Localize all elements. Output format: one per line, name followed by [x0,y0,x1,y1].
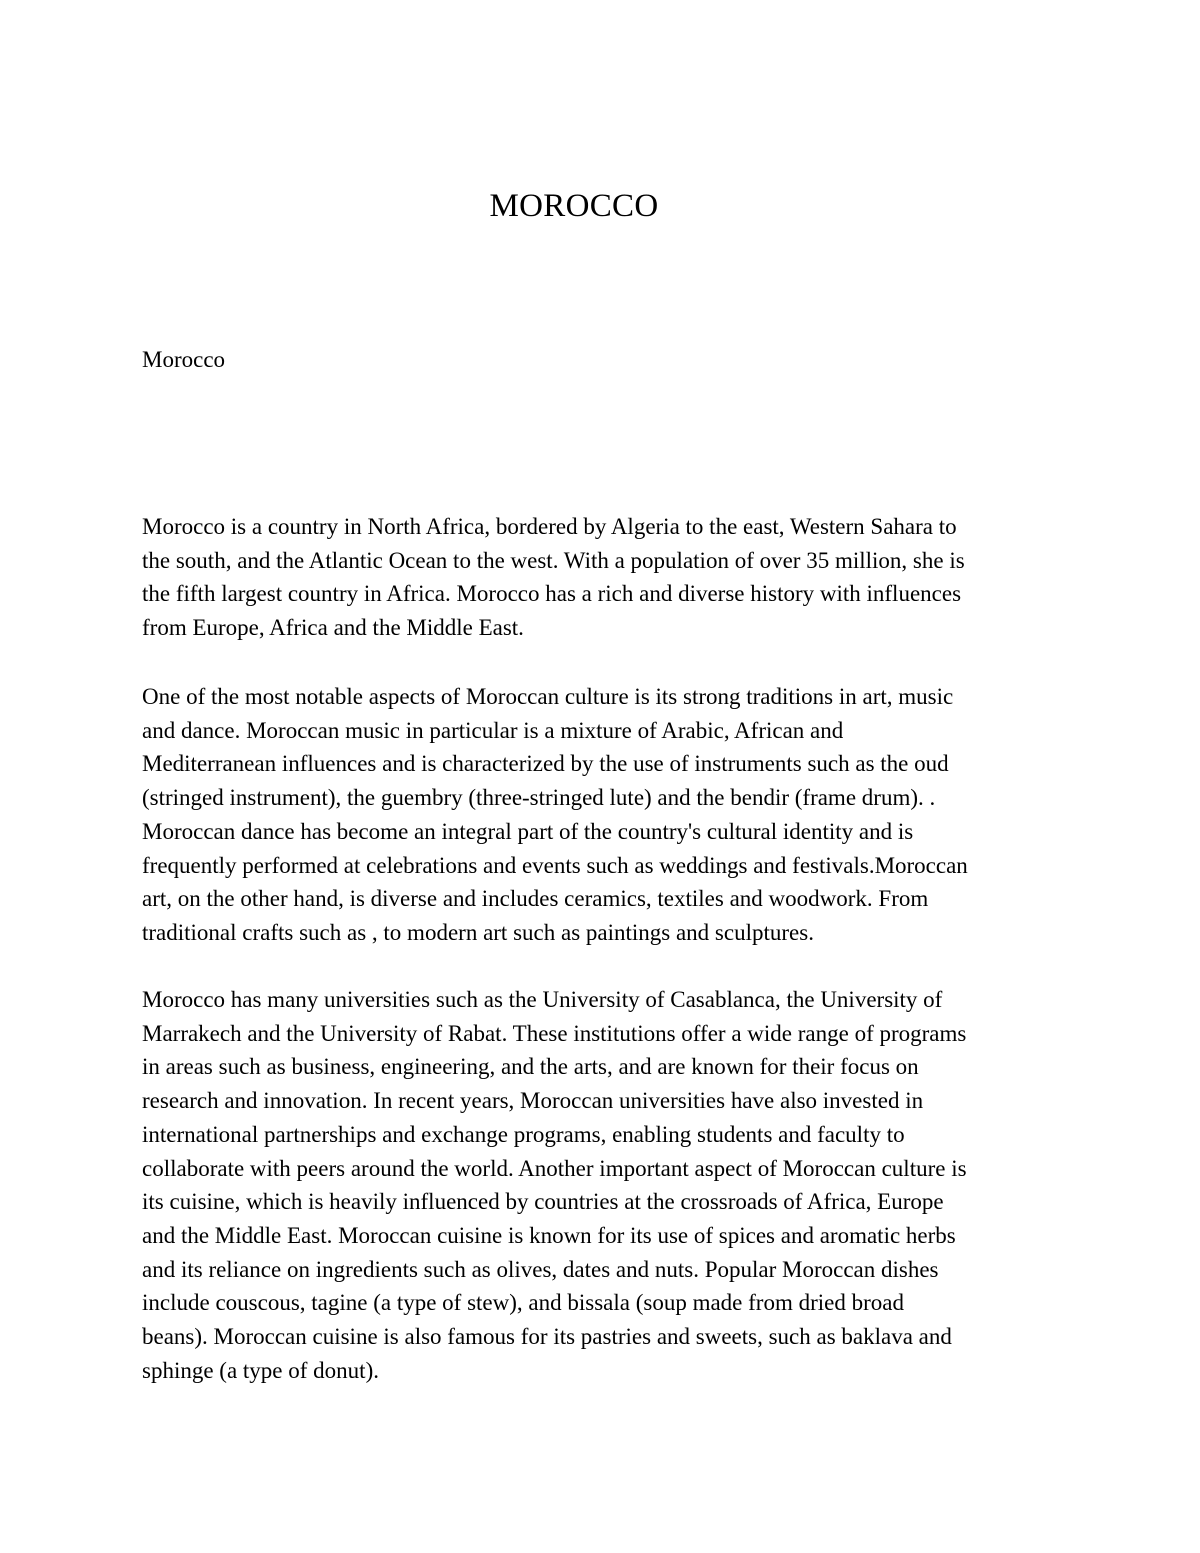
text-line: in areas such as business, engineering, and the arts, and are known for their focus on [142,1054,919,1080]
text-line: art, on the other hand, is diverse and includes ceramics, textiles and woodwork. From [142,886,929,912]
text-line: the south, and the Atlantic Ocean to the west. With a population of over 35 million, she is [142,547,965,573]
text-line: and the Middle East. Moroccan cuisine is known for its use of spices and aromatic herbs [142,1222,956,1248]
paragraph-culture [142,680,1072,950]
text-line: collaborate with peers around the world. Another important aspect of Moroccan culture is [142,1155,967,1181]
text-line: research and innovation. In recent years, Moroccan universities have also invested in [142,1088,924,1114]
text-line: sphinge (a type of donut). [142,1357,379,1383]
text-line: the fifth largest country in Africa. Morocco has a rich and diverse history with influences [142,581,962,607]
text-line: Morocco has many universities such as the University of Casablanca, the University of [142,987,943,1012]
text-line: and dance. Moroccan music in particular is a mixture of Arabic, African and [142,717,844,743]
document-subtitle: Morocco [142,347,226,372]
text-line: frequently performed at celebrations and events such as weddings and festivals.Moroccan [142,852,968,878]
text-line: (stringed instrument), the guembry (three-stringed lute) and the bendir (frame drum). . [142,785,936,811]
text-line: from Europe, Africa and the Middle East. [142,615,524,641]
text-line: its cuisine, which is heavily influenced by countries at the crossroads of Africa, Europe [142,1189,944,1215]
text-line: Marrakech and the University of Rabat. These institutions offer a wide range of programs [142,1020,967,1046]
text-line: traditional crafts such as , to modern art such as paintings and sculptures. [142,919,814,945]
text-line: beans). Moroccan cuisine is also famous for its pastries and sweets, such as baklava and [142,1324,952,1350]
text-line: One of the most notable aspects of Moroccan culture is its strong traditions in art, music [142,684,954,709]
text-line: Mediterranean influences and is characterized by the use of instruments such as the oud [142,751,949,777]
document-title: MOROCCO [489,188,659,224]
text-line: Moroccan dance has become an integral part of the country's cultural identity and is [142,818,914,844]
paragraph-universities-cuisine [142,983,1072,1387]
paragraph-introduction [142,510,1072,645]
text-line: and its reliance on ingredients such as olives, dates and nuts. Popular Moroccan dishes [142,1256,939,1282]
text-line: Morocco is a country in North Africa, bordered by Algeria to the east, Western Sahara to [142,514,957,539]
text-line: include couscous, tagine (a type of stew), and bissala (soup made from dried broad [142,1290,904,1316]
text-line: international partnerships and exchange programs, enabling students and faculty to [142,1121,905,1147]
